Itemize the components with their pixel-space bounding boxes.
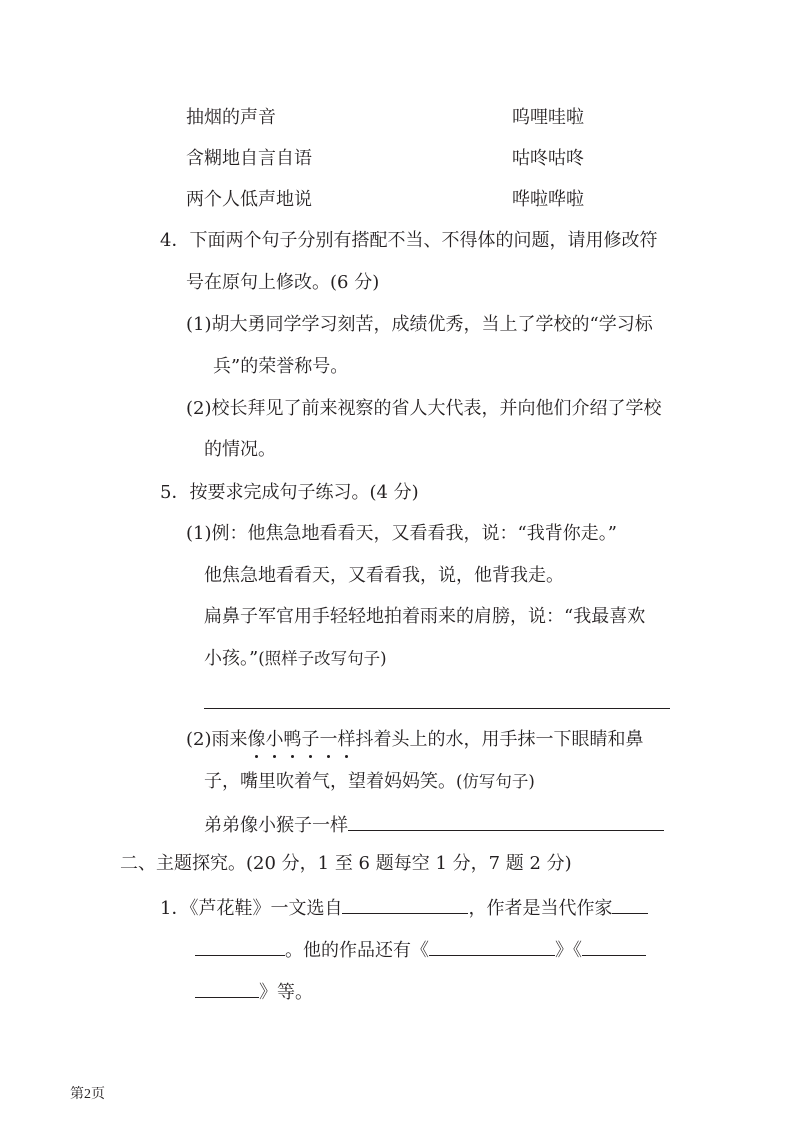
q4-sentence1-line1: (1)胡大勇同学学习刻苦，成绩优秀，当上了学校的“学习标 xyxy=(186,314,653,335)
section2-q1-text-d: 》《 xyxy=(555,940,582,961)
q5-example-answer: 他焦急地看看天，又看看我，说，他背我走。 xyxy=(204,565,564,586)
q5-part2-hint: (仿写句子) xyxy=(456,772,535,791)
section2-q1-line3 xyxy=(195,979,313,1005)
section2-q1-text-a: 1．《芦花鞋》一文选自 xyxy=(160,898,343,919)
page-number: 第2页 xyxy=(70,1087,105,1102)
answer-line-1[interactable] xyxy=(204,708,670,709)
answer-blank-2[interactable] xyxy=(348,812,664,831)
q4-sentence2-line1: (2)校长拜见了前来视察的省人大代表，并向他们介绍了学校 xyxy=(186,398,662,419)
pair-left-3: 两个人低声地说 xyxy=(186,189,312,210)
q5-task-text: 小孩。” xyxy=(204,648,259,669)
pair-right-3: 哗啦哗啦 xyxy=(512,189,584,210)
q5-stem: 5．按要求完成句子练习。(4 分) xyxy=(160,482,419,503)
section2-title: 二、主题探究。(20 分，1 至 6 题每空 1 分，7 题 2 分) xyxy=(120,853,572,874)
answer-blank-work-1[interactable] xyxy=(429,937,555,956)
answer-blank-author-end[interactable] xyxy=(195,937,285,956)
answer-blank-work-2-end[interactable] xyxy=(195,979,259,998)
q5-task-line2 xyxy=(204,647,387,671)
section2-q1-text-e: 》等。 xyxy=(259,982,313,1003)
q5-part2-line2 xyxy=(204,770,535,794)
q5-part2-text: 子，嘴里吹着气，望着妈妈笑。 xyxy=(204,771,456,792)
q5-example: (1)例：他焦急地看看天，又看看我，说：“我背你走。” xyxy=(186,523,617,544)
q5-task-line1: 扁鼻子军官用手轻轻地拍着雨来的肩膀，说：“我最喜欢 xyxy=(204,606,646,627)
pair-left-1: 抽烟的声音 xyxy=(186,107,276,128)
answer-blank-source[interactable] xyxy=(342,895,468,914)
q4-sentence2-line2: 的情况。 xyxy=(204,439,276,460)
section2-q1-text-b: ，作者是当代作家 xyxy=(468,898,613,919)
q5-part2-line1 xyxy=(186,728,644,752)
q5-task-hint: (照样子改写句子) xyxy=(258,649,387,668)
q5-part2-emphasis: 像小鸭子一样 xyxy=(248,729,356,750)
section2-q1-text-c: 。他的作品还有《 xyxy=(285,940,429,961)
q5-part2-rest: 抖着头上的水，用手抹一下眼睛和鼻 xyxy=(355,729,644,750)
q5-part2-prefix: (2)雨来 xyxy=(186,729,248,750)
q4-sentence1-line2: 兵”的荣誉称号。 xyxy=(213,356,349,377)
q4-stem-line2: 号在原句上修改。(6 分) xyxy=(186,272,380,293)
q5-part2-answer-prefix: 弟弟像小猴子一样 xyxy=(204,815,348,836)
pair-left-2: 含糊地自言自语 xyxy=(186,148,312,169)
pair-right-2: 咕咚咕咚 xyxy=(512,148,584,169)
q4-stem-line1: 4．下面两个句子分别有搭配不当、不得体的问题，请用修改符 xyxy=(160,230,658,251)
q5-part2-answer xyxy=(204,812,664,838)
answer-blank-work-2-start[interactable] xyxy=(582,937,646,956)
answer-blank-author-start[interactable] xyxy=(612,895,648,914)
section2-q1-line1 xyxy=(160,895,648,921)
section2-q1-line2 xyxy=(195,937,646,963)
pair-right-1: 呜哩哇啦 xyxy=(512,107,584,128)
